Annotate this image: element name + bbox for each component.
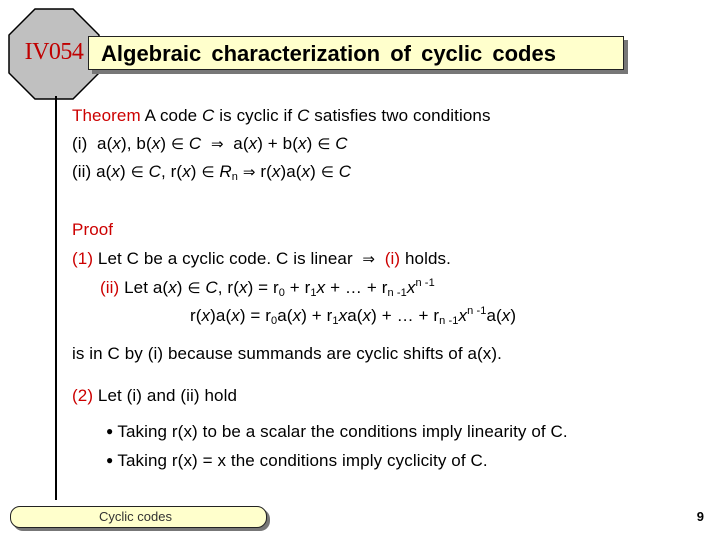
- proof-step-1b: (ii) Let a(x) ∈ C, $r(x) = r_0 + r_1x$ + … + $r_{n -1}x^{n -1}$: [100, 277, 435, 299]
- footer-bar: [10, 506, 267, 528]
- proof-step-2: (2) Let (i) and (ii) hold: [72, 386, 238, 405]
- bullet-item: ● Taking r(x) to be a scalar the conditions imply linearity of C.: [106, 422, 568, 441]
- proof-step-1: (1) Let C be a cyclic code. C is linear ⇒ (i) holds.: [72, 249, 451, 268]
- page-number: 9: [696, 509, 704, 524]
- proof-conclusion: is in C by (i) because summands are cyclic shifts of a(x).: [72, 344, 502, 363]
- condition-1: (i) a(x), b(x) ∈ C ⇒ a(x) + b(x) ∈ C: [72, 134, 348, 153]
- condition-2: (ii) a(x) ∈ C, r(x) ∈ $R_n$ ⇒ r(x)a(x) ∈ C: [72, 162, 352, 183]
- bullet-icon: ●: [106, 424, 114, 438]
- bullet-item: ● Taking r(x) = x the conditions imply cyclicity of C.: [106, 451, 488, 470]
- product-expansion: $r(x)a(x) = r_0a(x) + r_1xa(x)$ + … + $r_{n -1}x^{n -1}a(x)$: [190, 305, 517, 327]
- course-code-badge: [8, 8, 100, 100]
- course-code: IV054: [24, 39, 84, 65]
- left-rule: [55, 96, 57, 500]
- theorem-statement: Theorem A code C is cyclic if C satisfies two conditions: [72, 106, 491, 125]
- bullet-icon: ●: [106, 453, 114, 467]
- theorem-label: Theorem: [72, 106, 141, 125]
- slide-title: Algebraic characterization of cyclic codes: [101, 41, 556, 66]
- footer-label: Cyclic codes: [99, 509, 172, 524]
- title-bar: [88, 36, 624, 70]
- proof-heading: Proof: [72, 220, 114, 239]
